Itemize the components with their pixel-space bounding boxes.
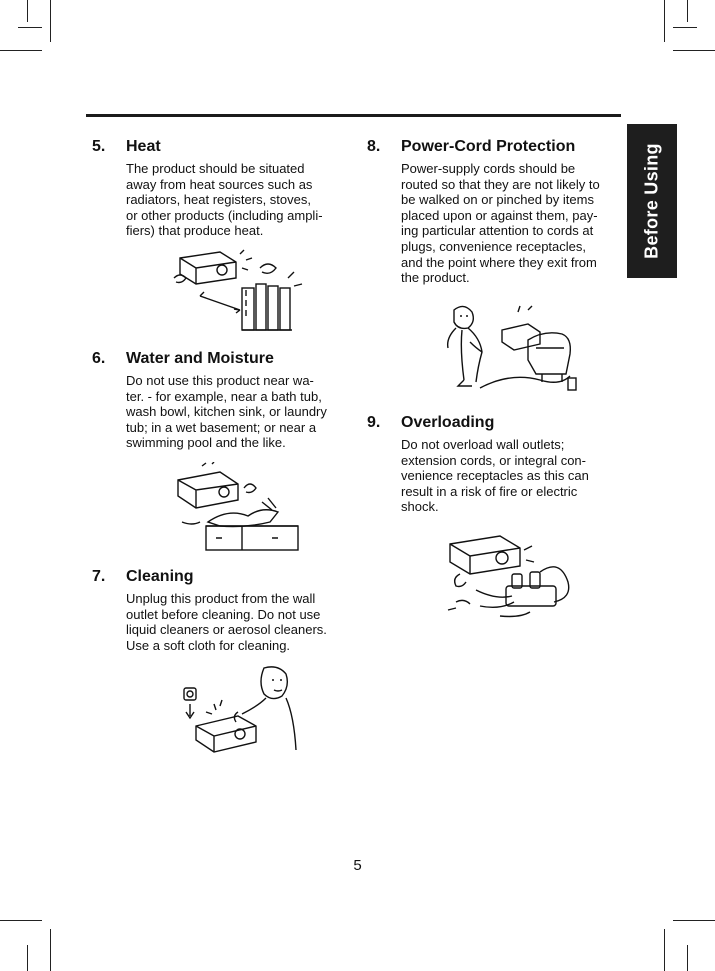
section-number: 9. <box>367 414 381 431</box>
side-tab <box>627 124 677 278</box>
section-number: 6. <box>92 350 106 367</box>
section-number: 5. <box>92 138 106 155</box>
crop-mark <box>18 27 42 28</box>
crop-mark <box>0 50 42 51</box>
section-number: 7. <box>92 568 106 585</box>
crop-mark <box>50 929 51 971</box>
section-body: Do not overload wall outlets; extension cords, or integral con- venience receptacles as this can result in a risk of fire or electric shock. <box>401 437 589 515</box>
crop-mark <box>27 0 28 22</box>
section-number: 8. <box>367 138 381 155</box>
section-body: Unplug this product from the wall outlet before cleaning. Do not use liquid cleaners or aerosol cleaners. Use a soft cloth for cleaning. <box>126 591 327 653</box>
section-body: Do not use this product near wa- ter. - for example, near a bath tub, wash bowl, kitchen sink, or laundry tub; in a wet basement; or near a swimming pool and the like. <box>126 373 327 451</box>
water-illustration <box>172 462 302 554</box>
crop-mark <box>673 50 715 51</box>
crop-mark <box>50 0 51 42</box>
section-body: Power-supply cords should be routed so that they are not likely to be walked on or pinched by items placed upon or against them, pay- ing particular attention to cords at plugs, convenience receptacles, and the point where they exit from the product. <box>401 161 600 286</box>
overloading-illustration <box>440 530 578 622</box>
crop-mark <box>687 945 688 971</box>
crop-mark <box>673 920 715 921</box>
section-title: Heat <box>126 138 161 155</box>
section-title: Cleaning <box>126 568 194 585</box>
power-cord-illustration <box>432 300 582 396</box>
section-title: Overloading <box>401 414 495 431</box>
crop-mark <box>664 0 665 42</box>
crop-mark <box>664 929 665 971</box>
heat-illustration <box>170 248 310 336</box>
crop-mark <box>687 0 688 22</box>
header-rule <box>86 114 621 117</box>
crop-mark <box>673 27 697 28</box>
side-tab-label: Before Using <box>641 143 662 259</box>
section-title: Power-Cord Protection <box>401 138 576 155</box>
section-body: The product should be situated away from heat sources such as radiators, heat registers, stoves, or other products (including ampli- fiers) that produce heat. <box>126 161 323 239</box>
page-number: 5 <box>353 857 362 874</box>
section-title: Water and Moisture <box>126 350 274 367</box>
crop-mark <box>27 945 28 971</box>
cleaning-illustration <box>178 664 302 756</box>
crop-mark <box>0 920 42 921</box>
